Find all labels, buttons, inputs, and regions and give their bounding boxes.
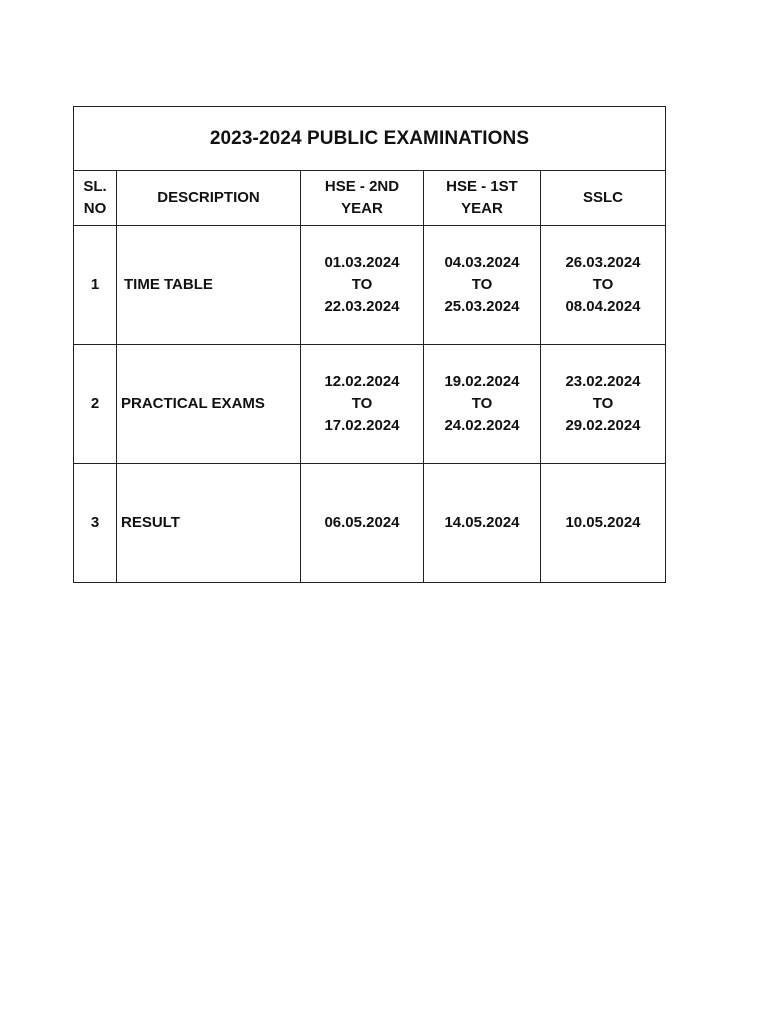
date-to: 22.03.2024 bbox=[324, 298, 400, 315]
header-hse2-line1: HSE - 2ND bbox=[324, 178, 400, 195]
row-sl-no: 1 bbox=[74, 226, 117, 345]
row-description: RESULT bbox=[117, 464, 301, 583]
row-hse2-date: 06.05.2024 bbox=[301, 464, 424, 583]
table-row bbox=[74, 345, 666, 464]
row-sl-no: 2 bbox=[74, 345, 117, 464]
header-sl-no-line2: NO bbox=[83, 200, 107, 217]
date-from: 01.03.2024 bbox=[324, 254, 400, 271]
date-to: 17.02.2024 bbox=[324, 417, 400, 434]
row-sl-no: 3 bbox=[74, 464, 117, 583]
date-from: 19.02.2024 bbox=[444, 373, 520, 390]
row-sslc-dates bbox=[541, 226, 666, 345]
header-hse1-line1: HSE - 1ST bbox=[446, 178, 518, 195]
date-separator: TO bbox=[592, 276, 614, 293]
date-separator: TO bbox=[351, 276, 373, 293]
row-description: PRACTICAL EXAMS bbox=[117, 345, 301, 464]
exam-schedule-table bbox=[73, 106, 666, 583]
header-hse-1st-year bbox=[424, 171, 541, 226]
date-from: 12.02.2024 bbox=[324, 373, 400, 390]
table-row bbox=[74, 226, 666, 345]
title-row bbox=[74, 107, 666, 171]
header-description: DESCRIPTION bbox=[117, 171, 301, 226]
date-from: 26.03.2024 bbox=[565, 254, 641, 271]
row-hse1-dates bbox=[424, 345, 541, 464]
row-hse1-date: 14.05.2024 bbox=[424, 464, 541, 583]
table-row bbox=[74, 464, 666, 583]
row-hse2-dates bbox=[301, 226, 424, 345]
date-to: 08.04.2024 bbox=[565, 298, 641, 315]
date-separator: TO bbox=[471, 395, 493, 412]
date-to: 24.02.2024 bbox=[444, 417, 520, 434]
header-hse2-line2: YEAR bbox=[341, 200, 383, 217]
date-from: 04.03.2024 bbox=[444, 254, 520, 271]
row-hse1-dates bbox=[424, 226, 541, 345]
date-to: 25.03.2024 bbox=[444, 298, 520, 315]
date-separator: TO bbox=[471, 276, 493, 293]
header-row bbox=[74, 171, 666, 226]
header-sl-no bbox=[74, 171, 117, 226]
date-separator: TO bbox=[592, 395, 614, 412]
date-to: 29.02.2024 bbox=[565, 417, 641, 434]
header-sl-no-line1: SL. bbox=[83, 178, 107, 195]
row-sslc-date: 10.05.2024 bbox=[541, 464, 666, 583]
date-separator: TO bbox=[351, 395, 373, 412]
table-title: 2023-2024 PUBLIC EXAMINATIONS bbox=[74, 107, 666, 171]
date-from: 23.02.2024 bbox=[565, 373, 641, 390]
row-sslc-dates bbox=[541, 345, 666, 464]
row-description: TIME TABLE bbox=[117, 226, 301, 345]
header-hse-2nd-year bbox=[301, 171, 424, 226]
row-hse2-dates bbox=[301, 345, 424, 464]
header-hse1-line2: YEAR bbox=[461, 200, 503, 217]
header-sslc: SSLC bbox=[541, 171, 666, 226]
